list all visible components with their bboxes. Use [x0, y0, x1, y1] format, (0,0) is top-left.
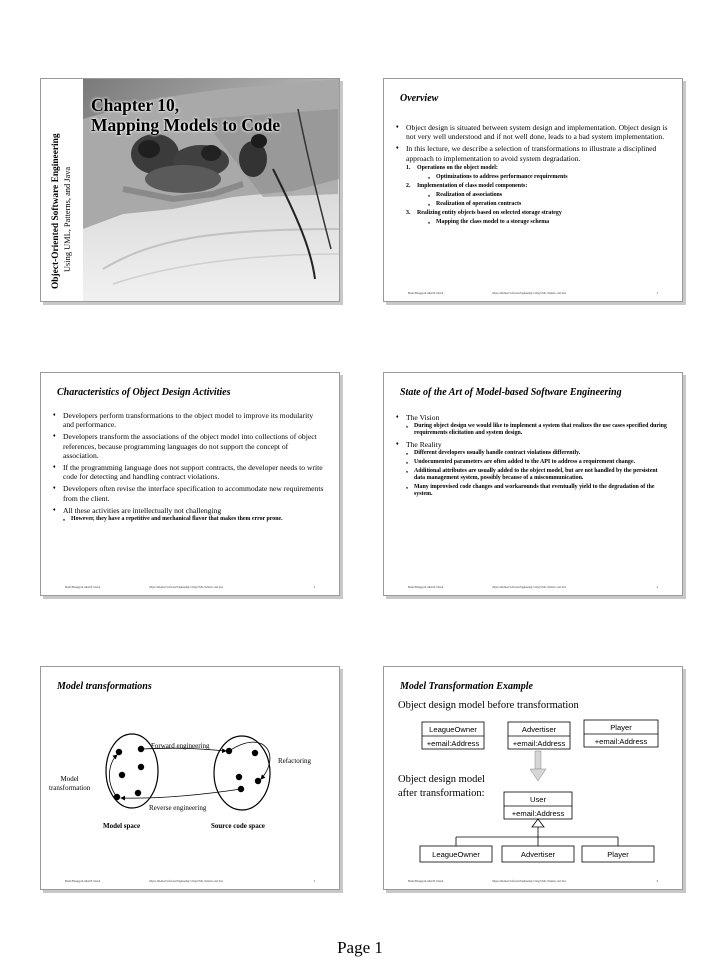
class-attr-user: +email:Address: [511, 809, 565, 818]
characteristics-bullets: [53, 411, 325, 526]
footer-book: Object-Oriented Software Engineering: Using UML, Patterns, and Java: [492, 880, 567, 883]
footer-page-number: 6: [656, 880, 658, 883]
model-transformation-label-line-2: transformation: [49, 784, 91, 792]
footer-page-number: 2: [656, 292, 658, 295]
chapter-title-line-2: Mapping Models to Code: [91, 115, 281, 135]
numbered-item: [406, 165, 668, 181]
item-number: 2.: [406, 182, 411, 189]
bullet-item: ♦ If the programming language does not support contracts, the developer needs to write code for detecting and handling contract violations.: [53, 463, 325, 481]
slide-2-overview: [383, 78, 683, 302]
class-attr-advertiser: +email:Address: [512, 739, 566, 748]
refactoring-label: Refactoring: [278, 757, 312, 765]
sub-item: ♦ Realization of operation contracts: [428, 201, 668, 208]
generalization-lines: [456, 819, 618, 846]
class-name-advertiser: Advertiser: [521, 725, 557, 734]
sub-item: ♦ Undocumented parameters are often added to the API to address a requirement change.: [406, 459, 668, 466]
bullet-text: The Reality: [406, 440, 442, 450]
bullet-item: [396, 440, 668, 498]
item-text: Operations on the object model:: [417, 164, 498, 171]
footer-book: Object-Oriented Software Engineering: Using UML, Patterns, and Java: [492, 586, 567, 589]
bullet-item: ♦ Developers often revise the interface specification to accommodate new requirements from the client.: [53, 484, 325, 502]
slide-title: State of the Art of Model-based Software Engineering: [400, 387, 622, 398]
course-subtitle: Using UML, Patterns, and Java: [63, 166, 72, 272]
subclass-name-leagueowner: LeagueOwner: [432, 850, 480, 859]
slide-title: Model transformations: [57, 681, 152, 692]
forward-engineering-label: Forward engineering: [151, 742, 210, 750]
slide-6-transformation-example: [383, 666, 683, 890]
class-attr-leagueowner: +email:Address: [426, 739, 480, 748]
after-caption-line-2: after transformation:: [398, 788, 485, 799]
state-bullets: [396, 413, 668, 501]
subclass-name-player: Player: [607, 850, 629, 859]
sub-list: [428, 174, 668, 181]
footer-page-number: 5: [313, 880, 315, 883]
footer-author: Bernd Bruegge & Allen H. Dutoit: [408, 586, 444, 589]
transformation-arrow: [530, 751, 546, 781]
source-space-label: Source code space: [211, 822, 265, 830]
bullet-item: ♦ Developers transform the associations of the object model into collections of object references, because programming languages do not support the concept of association.: [53, 432, 325, 460]
bullet-item: ♦ Object design is situated between system design and implementation. Object design is not very well understood and if not well done, leads to a bad system implementation.: [396, 123, 668, 141]
overview-bullets: [396, 123, 668, 229]
class-name-player: Player: [610, 723, 632, 732]
model-space-label: Model space: [103, 822, 141, 830]
bullet-item: [53, 506, 325, 523]
page-label: Page 1: [337, 938, 383, 957]
chapter-title: [91, 95, 280, 135]
bullet-item: ♦ Developers perform transformations to the object model to improve its modularity and performance.: [53, 411, 325, 429]
source-space-dots: [226, 748, 261, 792]
footer-page-number: 3: [313, 586, 315, 589]
sub-item: ♦ Many improvised code changes and workarounds that eventually yield to the degradation of the system.: [406, 484, 668, 498]
model-space-dots: [114, 746, 144, 800]
footer-page-number: 4: [656, 586, 658, 589]
sub-list: [406, 450, 668, 498]
course-title: Object-Oriented Software Engineering: [51, 133, 61, 289]
footer-book: Object-Oriented Software Engineering: Using UML, Patterns, and Java: [149, 880, 224, 883]
reverse-engineering-label: Reverse engineering: [149, 804, 207, 812]
numbered-item: [406, 210, 668, 226]
class-name-user: User: [529, 795, 547, 804]
subclass-name-advertiser: Advertiser: [520, 850, 556, 859]
slide-3-characteristics: [40, 372, 340, 596]
sub-item: ♦ Optimizations to address performance requirements: [428, 174, 668, 181]
numbered-list: [406, 165, 668, 226]
sub-item: ♦ However, they have a repetitive and mechanical flavor that makes them error prone.: [63, 516, 325, 523]
sub-list: [428, 192, 668, 208]
sub-list: [63, 516, 325, 523]
sub-item: ♦ Different developers usually handle contract violations differently.: [406, 450, 668, 457]
footer-book: Object-Oriented Software Engineering: Using UML, Patterns, and Java: [492, 292, 567, 295]
slide-title: Characteristics of Object Design Activities: [57, 387, 231, 398]
slide-title: Model Transformation Example: [400, 681, 533, 692]
sub-item: ♦ Realization of associations: [428, 192, 668, 199]
class-attr-player: +email:Address: [594, 737, 648, 746]
sub-list: [428, 219, 668, 226]
slide-5-model-transformations: [40, 666, 340, 890]
sub-item: ♦ Additional attributes are usually added to the object model, but are not handled by the persistent data management system, possibly because of a miscommunication.: [406, 468, 668, 482]
footer-author: Bernd Bruegge & Allen H. Dutoit: [408, 880, 444, 883]
numbered-item: [406, 183, 668, 208]
item-number: 3.: [406, 209, 411, 216]
vertical-course-title: [43, 87, 81, 293]
source-space-ellipse: [214, 736, 270, 810]
after-caption: [398, 773, 485, 801]
footer-author: Bernd Bruegge & Allen H. Dutoit: [65, 586, 101, 589]
item-text: Realizing entity objects based on selected storage strategy: [417, 209, 562, 216]
footer-author: Bernd Bruegge & Allen H. Dutoit: [65, 880, 101, 883]
bullet-text: The Vision: [406, 413, 440, 422]
bullet-item: [396, 413, 668, 437]
item-number: 1.: [406, 164, 411, 171]
bullet-item: [396, 144, 668, 225]
model-transformation-label: [49, 775, 90, 793]
footer-book: Object-Oriented Software Engineering: Using UML, Patterns, and Java: [149, 586, 224, 589]
slide-1-title: [40, 78, 340, 302]
chapter-title-line-1: Chapter 10,: [91, 95, 180, 115]
slide-4-state-of-art: [383, 372, 683, 596]
sub-item: ♦ During object design we would like to implement a system that realizes the use cases specified during requirements elicitation and system design.: [406, 423, 668, 437]
refactoring-arrow: [229, 742, 270, 779]
bullet-text: In this lecture, we describe a selection of transformations to illustrate a disciplined approach to implementation to avoid system degradation.: [406, 144, 657, 163]
item-text: Implementation of class model components:: [417, 182, 528, 189]
class-name-leagueowner: LeagueOwner: [429, 725, 477, 734]
sub-list: [406, 423, 668, 437]
before-caption: Object design model before transformation: [398, 700, 579, 711]
bullet-text: All these activities are intellectually not challenging: [63, 505, 222, 515]
model-transformation-label-line-1: Model: [60, 775, 79, 783]
sub-item: ♦ Mapping the class model to a storage schema: [428, 219, 668, 226]
slide-title: Overview: [400, 93, 439, 104]
footer-author: Bernd Bruegge & Allen H. Dutoit: [408, 292, 444, 295]
after-caption-line-1: Object design model: [398, 774, 485, 785]
